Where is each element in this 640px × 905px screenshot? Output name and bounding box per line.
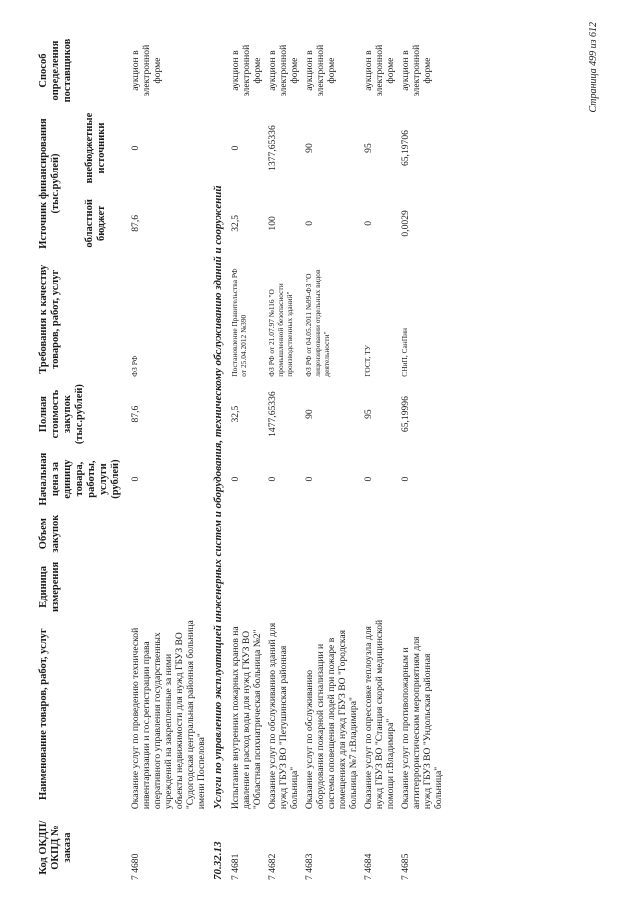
cell-cost: 1477,65336 [267, 391, 278, 437]
cell-requirements: ГОСТ, ТУ [363, 345, 372, 377]
rows-after [228, 33, 446, 883]
cell-name: Оказание услуг по обслуживанию зданий для нужд ГБУЗ ВО "Петушинская районная больница" [267, 622, 300, 810]
cell-unit [228, 558, 265, 617]
cell-price: 0 [130, 476, 141, 482]
header-row [36, 33, 82, 883]
cell-requirements: ФЗ РФ [130, 355, 139, 377]
cell-name: Испытание внутренних пожарных кранов на давление и расход воды для нужд ГКУЗ ВО "Областная психиатрическая больница №2" [230, 626, 263, 810]
cell-cost: 32,5 [230, 405, 241, 423]
cell-regional: 32,5 [230, 214, 241, 232]
cell-unit [128, 558, 209, 617]
cell-name: Оказание услуг по обслуживанию оборудования пожарной сигнализации и системы оповещения людей при пожаре в помещениях для нужд ГБУЗ ВО "Городская больница №7 г.Владимира" [304, 629, 359, 810]
cell-name: Оказание услуг по опрессовке теплоузла для нужд ГБУЗ ВО "Станция скорой медицинской помощи г.Владимира" [363, 619, 396, 810]
cell-qty [128, 510, 209, 558]
cell-code: 7 4685 [400, 853, 411, 880]
table-row [398, 33, 446, 883]
cell-code: 7 4680 [130, 853, 141, 880]
procurement-table [36, 33, 446, 883]
cell-price: 0 [230, 476, 241, 482]
cell-price: 0 [363, 476, 374, 482]
cell-unit [265, 558, 302, 617]
cell-extra: 1377,65336 [267, 125, 278, 171]
cell-cost: 65,19996 [400, 396, 411, 433]
cell-price: 0 [304, 476, 315, 482]
header-source: Источник финансирования (тыс.рублей) [38, 118, 61, 249]
cell-method: аукцион в электронной форме [304, 44, 337, 97]
cell-unit [302, 558, 361, 617]
cell-cost: 90 [304, 409, 315, 419]
cell-name: Оказание услуг по проведению технической инвентаризации и гос.регистрации права оперативного управления государственных учреждений на закрепленные за ними объекты недвижимости для нужд ГБУЗ ВО "Судогодская центральная районная больница имени Поспелова" [130, 620, 207, 810]
table-row [128, 33, 209, 883]
cell-extra: 0 [130, 145, 141, 151]
cell-requirements: Постановление Правительства РФ от 25.04.2012 №390 [230, 268, 248, 377]
header-method: Способ определения поставщиков [38, 38, 73, 103]
header-source-extra: внебюджетные источники [84, 112, 107, 184]
cell-qty [265, 510, 302, 558]
header-name: Наименование товаров, работ, услуг [38, 628, 49, 801]
cell-method: аукцион в электронной форме [230, 44, 263, 97]
cell-regional: 100 [267, 216, 278, 231]
cell-requirements: СНиП, СанПин [400, 328, 409, 377]
cell-code: 7 4681 [230, 853, 241, 880]
cell-code: 7 4684 [363, 853, 374, 880]
cell-qty [361, 510, 398, 558]
cell-extra: 65,19706 [400, 130, 411, 167]
page-number: Страница 499 из 612 [588, 22, 599, 113]
cell-unit [398, 558, 446, 617]
cell-method: аукцион в электронной форме [400, 44, 433, 97]
cell-regional: 87,6 [130, 214, 141, 232]
cell-requirements: ФЗ РФ от 04.05.2011 №99-ФЗ "О лицензировании отдельных видов деятельности" [304, 269, 331, 377]
cell-qty [228, 510, 265, 558]
header-requirements: Требования к качеству товаров, работ, услуг [38, 264, 61, 374]
section-title: Услуги по управлению эксплуатацией инженерных систем и оборудования, техническому обслуживанию зданий и сооружений [212, 185, 224, 810]
table-row [265, 33, 302, 883]
cell-method: аукцион в электронной форме [267, 44, 300, 97]
header-cost: Полная стоимость закупок (тыс.рублей) [38, 384, 85, 445]
cell-cost: 87,6 [130, 405, 141, 423]
cell-regional: 0,0029 [400, 210, 411, 237]
header-code: Код ОКДП/ ОКПД № заказа [38, 820, 73, 875]
header-source-regional: областной бюджет [84, 199, 107, 248]
table-row [228, 33, 265, 883]
cell-extra: 95 [363, 143, 374, 153]
cell-regional: 0 [363, 220, 374, 226]
cell-extra: 90 [304, 143, 315, 153]
table-row [361, 33, 398, 883]
header-unit: Единица измерения [38, 561, 61, 613]
cell-qty [398, 510, 446, 558]
cell-name: Оказание услуг по противопожарным и антитеррористическим мероприятиям для нужд ГБУЗ ВО "Ундольская районная больница" [400, 636, 444, 810]
cell-code: 7 4683 [304, 853, 315, 880]
cell-price: 0 [267, 476, 278, 482]
header-price: Начальная цена за единицу товара, работы, услуги (рублей) [38, 452, 121, 506]
cell-requirements: ФЗ РФ от 21.07.97 №116 "О промышленной безопасности производственных зданий" [267, 283, 294, 377]
cell-qty [302, 510, 361, 558]
cell-price: 0 [400, 476, 411, 482]
section-row [209, 33, 228, 883]
header-qty: Объем закупок [38, 514, 61, 553]
cell-extra: 0 [230, 145, 241, 151]
table-row [302, 33, 361, 883]
section-code: 70.32.13 [212, 841, 224, 880]
cell-cost: 95 [363, 409, 374, 419]
cell-regional: 0 [304, 220, 315, 226]
cell-method: аукцион в электронной форме [130, 44, 163, 97]
cell-method: аукцион в электронной форме [363, 44, 396, 97]
cell-unit [361, 558, 398, 617]
cell-code: 7 4682 [267, 853, 278, 880]
